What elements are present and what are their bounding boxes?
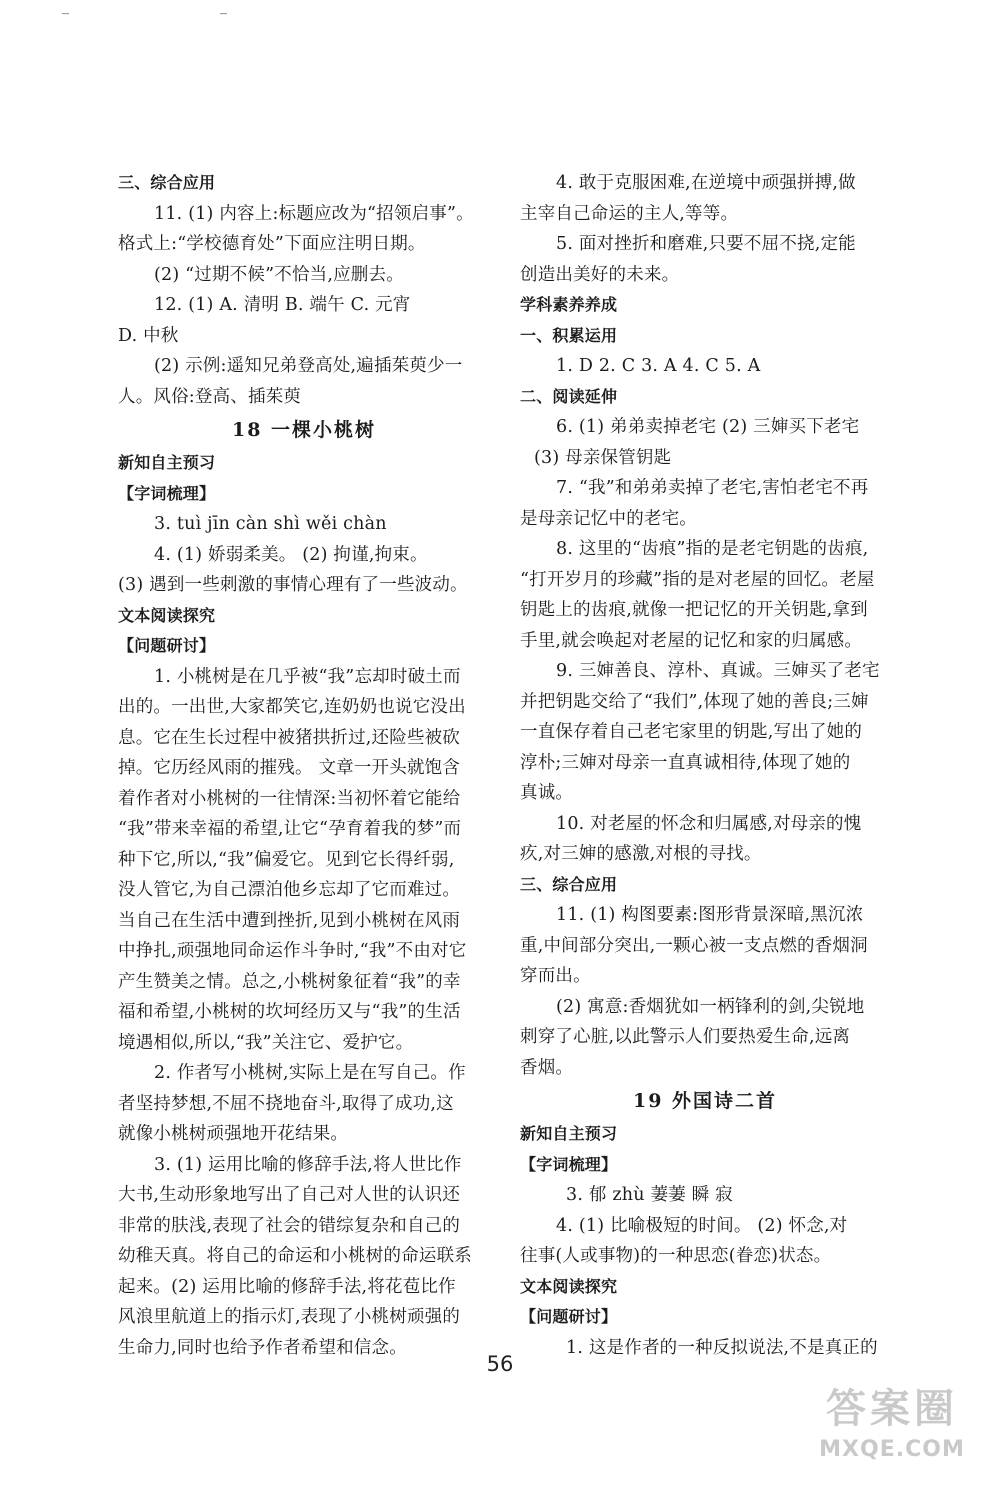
text-line: 种下它,所以,“我”偏爱它。见到它长得纤弱, [118, 849, 455, 870]
text-line: 中挣扎,顽强地同命运作斗争时,“我”不由对它 [118, 941, 467, 961]
page-number: 56 [486, 1352, 514, 1376]
text-line: (2) 寓意:香烟犹如一柄锋利的剑,尖锐地 [556, 996, 865, 1017]
text-line: 1. D 2. C 3. A 4. C 5. A [556, 356, 761, 376]
text-line: 就像小桃树顽强地开花结果。 [118, 1124, 349, 1144]
text-line: 着作者对小桃树的一往情深:当初怀着它能给 [118, 788, 461, 809]
text-line: 11. (1) 构图要素:图形背景深暗,黑沉浓 [556, 905, 864, 925]
lesson-title: 18 一棵小桃树 [231, 419, 377, 441]
text-line: 钥匙上的齿痕,就像一把记忆的开关钥匙,拿到 [520, 600, 868, 620]
text-line: 生命力,同时也给予作者希望和信念。 [118, 1337, 407, 1358]
scan-mark-left: ‾ [62, 12, 69, 28]
text-line: 风浪里航道上的指示灯,表现了小桃树顽强的 [118, 1307, 461, 1327]
text-line: 人。风俗:登高、插茱萸 [118, 386, 302, 407]
text-line: 10. 对老屋的怀念和归属感,对母亲的愧 [556, 813, 862, 834]
text-line: 淳朴;三婶对母亲一直真诚相待,体现了她的 [520, 752, 851, 773]
text-line: 重,中间部分突出,一颗心被一支点燃的香烟洞 [520, 935, 868, 956]
text-line: 起来。(2) 运用比喻的修辞手法,将花苞比作 [118, 1276, 456, 1297]
text-line: 刺穿了心脏,以此警示人们要热爱生命,远离 [520, 1027, 851, 1047]
section-heading: 新知自主预习 [118, 453, 216, 472]
text-line: 疚,对三婶的感激,对根的寻找。 [520, 844, 762, 864]
watermark-logo [792, 1381, 992, 1481]
text-line: 主宰自己命运的主人,等等。 [520, 203, 739, 224]
text-line: 4. 敢于克服困难,在逆境中顽强拼搏,做 [556, 173, 856, 193]
text-line: 11. (1) 内容上:标题应改为“招领启事”。 [154, 203, 474, 224]
text-line: 并把钥匙交给了“我们”,体现了她的善良;三婶 [520, 691, 869, 712]
text-line: (2) “过期不候”不恰当,应删去。 [154, 264, 404, 285]
text-line: 8. 这里的“齿痕”指的是老宅钥匙的齿痕, [556, 539, 869, 559]
text-line: 香烟。 [520, 1057, 574, 1078]
text-line: 7. “我”和弟弟卖掉了老宅,害怕老宅不再 [556, 478, 869, 498]
text-line: 一直保存着自己老宅家里的钥匙,写出了她的 [520, 722, 863, 742]
text-line: 5. 面对挫折和磨难,只要不屈不挠,定能 [556, 234, 856, 254]
text-line: 穿而出。 [520, 966, 591, 986]
text-line: 3. tuì jīn càn shì wěi chàn [154, 514, 387, 534]
watermark-text: 答案圈 [826, 1386, 958, 1432]
text-line: 格式上:“学校德育处”下面应注明日期。 [118, 234, 426, 254]
text-line: 往事(人或事物)的一种思恋(眷恋)状态。 [520, 1246, 832, 1266]
text-line: 者坚持梦想,不屈不挠地奋斗,取得了成功,这 [118, 1093, 454, 1114]
text-line: 掉。它历经风雨的摧残。 文章一开头就饱含 [118, 758, 461, 778]
section-heading: 一、积累运用 [520, 325, 618, 345]
text-line: D. 中秋 [118, 325, 179, 346]
text-line: 境遇相似,所以,“我”关注它、爱护它。 [118, 1032, 414, 1053]
text-line: 息。它在生长过程中被猪拱折过,还险些被砍 [118, 727, 461, 748]
left-column [118, 168, 490, 1363]
text-line: 没人管它,为自己漂泊他乡忘却了它而难过。 [118, 880, 461, 900]
text-line: 真诚。 [520, 783, 574, 803]
scan-mark-right: ‾ [220, 12, 227, 28]
text-line: 3. (1) 运用比喻的修辞手法,将人世比作 [154, 1154, 462, 1175]
text-line: 9. 三婶善良、淳朴、真诚。三婶买了老宅 [556, 661, 880, 681]
lesson-title: 19 外国诗二首 [632, 1090, 778, 1112]
text-line: 大书,生动形象地写出了自己对人世的认识还 [118, 1185, 461, 1205]
text-line: 福和希望,小桃树的坎坷经历又与“我”的生活 [118, 1002, 461, 1022]
text-line: (2) 示例:遥知兄弟登高处,遍插茱萸少一 [154, 356, 463, 376]
text-line: (3) 遇到一些刺激的事情心理有了一些波动。 [118, 575, 468, 595]
text-line: 是母亲记忆中的老宅。 [520, 508, 697, 529]
text-line: 2. 作者写小桃树,实际上是在写自己。作 [154, 1063, 466, 1083]
text-line: 6. (1) 弟弟卖掉老宅 (2) 三婶买下老宅 [556, 417, 860, 437]
text-line: 4. (1) 娇弱柔美。 (2) 拘谨,拘束。 [154, 544, 428, 565]
section-heading: 【问题研讨】 [118, 636, 216, 655]
text-line: 4. (1) 比喻极短的时间。 (2) 怀念,对 [556, 1215, 848, 1236]
section-heading: 二、阅读延伸 [520, 386, 618, 406]
right-column [520, 168, 890, 1363]
section-heading: 【字词梳理】 [520, 1154, 618, 1174]
text-line: 非常的肤浅,表现了社会的错综复杂和自己的 [118, 1215, 461, 1236]
section-heading: 文本阅读探究 [118, 605, 216, 625]
text-line: “打开岁月的珍藏”指的是对老屋的回忆。老屋 [520, 569, 875, 590]
section-heading: 【问题研讨】 [520, 1307, 618, 1326]
text-line: 1. 这是作者的一种反拟说法,不是真正的 [566, 1337, 878, 1358]
text-line: 幼稚天真。将自己的命运和小桃树的命运联系 [118, 1246, 472, 1266]
section-heading: 【字词梳理】 [118, 483, 216, 503]
text-line: “我”带来幸福的希望,让它“孕育着我的梦”而 [118, 819, 462, 839]
text-line: 出的。一出世,大家都笑它,连奶奶也说它没出 [118, 697, 466, 717]
text-line: (3) 母亲保管钥匙 [534, 447, 672, 468]
text-line: 当自己在生活中遭到挫折,见到小桃树在风雨 [118, 910, 461, 931]
text-line: 1. 小桃树是在几乎被“我”忘却时破土而 [154, 666, 461, 687]
section-heading: 文本阅读探究 [520, 1276, 618, 1296]
text-line: 12. (1) A. 清明 B. 端午 C. 元宵 [154, 295, 411, 315]
text-line: 创造出美好的未来。 [520, 264, 680, 285]
section-heading: 三、综合应用 [118, 173, 216, 192]
text-line: 手里,就会唤起对老屋的记忆和家的归属感。 [520, 630, 863, 651]
section-heading: 三、综合应用 [520, 874, 618, 894]
watermark-url: MXQE.COM [819, 1437, 965, 1462]
section-heading: 新知自主预习 [520, 1124, 618, 1143]
text-line: 3. 郁 zhù 萋萋 瞬 寂 [566, 1185, 733, 1205]
text-line: 产生赞美之情。总之,小桃树象征着“我”的幸 [118, 971, 461, 992]
section-heading: 学科素养养成 [520, 295, 618, 314]
